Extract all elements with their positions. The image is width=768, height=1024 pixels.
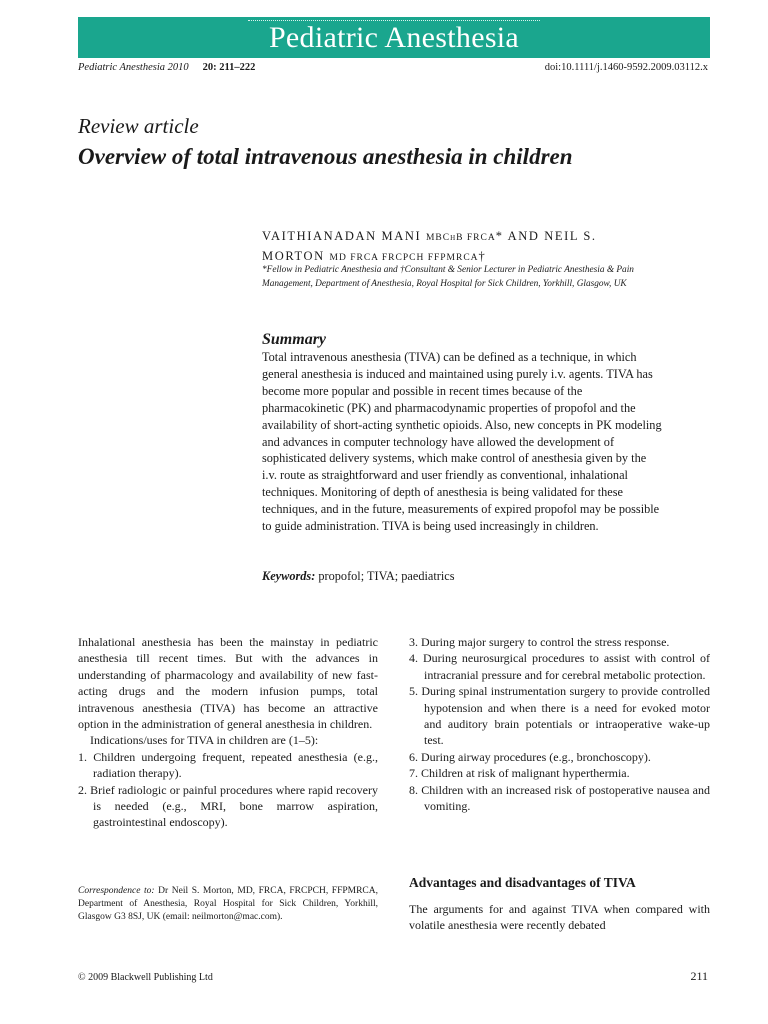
intro-paragraph: Inhalational anesthesia has been the mainstay in pediatric anesthesia till recent times. But with the advances in understanding of pharmacology and availability of new fast-acting drugs and the modern infusion pumps, total intravenous anesthesia (TIVA) has become an attractive option in the administration of general anesthesia in children. (78, 635, 378, 732)
article-title: Overview of total intravenous anesthesia in children (78, 144, 573, 169)
page-number: 211 (690, 969, 708, 983)
keywords-value: propofol; TIVA; paediatrics (318, 569, 455, 583)
list-item: 8. Children with an increased risk of postoperative nausea and vomiting. (409, 782, 710, 814)
list-item: 3. During major surgery to control the stress response. (409, 635, 670, 649)
keywords-label: Keywords: (262, 569, 316, 583)
author-list (262, 227, 662, 267)
correspondence-label: Correspondence to: (78, 886, 155, 896)
correspondence-text: Dr Neil S. Morton, MD, FRCA, FRCPCH, FFPMRCA, Department of Anesthesia, Royal Hospital for Sick Children, Yorkhill, Glasgow G3 8SJ, UK (email: neilmorton@mac.com). (78, 886, 378, 922)
body-column-right (409, 634, 710, 814)
author-degrees: MBChB FRCA (425, 233, 496, 243)
author-name: VAITHIANADAN MANI (262, 229, 422, 243)
summary-heading: Summary (262, 331, 327, 348)
correspondence-note (78, 885, 378, 924)
indications-list-left (78, 749, 378, 831)
author-conjunction: AND (507, 229, 540, 243)
body-column-left (78, 634, 378, 831)
summary-text: Total intravenous anesthesia (TIVA) can be defined as a technique, in which general anesthesia is induced and maintained using purely i.v. agents. TIVA has become more popular and possible in recent times because of the pharmacokinetic (PK) and pharmacodynamic properties of propofol and the availability of short-acting synthetic opioids. Also, new concepts in PK modeling and advances in computer technology have allowed the development of sophisticated delivery systems, which make control of anesthesia given by the i.v. route as straightforward and user friendly as conventional, inhalational techniques. Monitoring of depth of anesthesia is being validated for these techniques, and in the future, measurements of expired propofol may be possible to guide administration. TIVA is being used increasingly in children. (262, 350, 662, 534)
section-paragraph: The arguments for and against TIVA when compared with volatile anesthesia were recently debated (409, 902, 710, 933)
article-type: Review article (78, 114, 199, 138)
list-item: 1. Children undergoing frequent, repeated anesthesia (e.g., radiation therapy). (78, 749, 378, 781)
journal-volume-pages: 20: 211–222 (202, 62, 256, 73)
list-item: 4. During neurosurgical procedures to assist with control of intracranial pressure and for cerebral metabolic protection. (409, 651, 710, 682)
author-name: NEIL S. MORTON (262, 229, 597, 263)
indications-lead: Indications/uses for TIVA in children are (1–5): (90, 733, 319, 748)
list-item: 7. Children at risk of malignant hyperthermia. (409, 766, 630, 781)
list-item: 6. During airway procedures (e.g., bronchoscopy). (409, 749, 651, 764)
section-heading: Advantages and disadvantages of TIVA (409, 875, 636, 890)
author-affiliation: *Fellow in Pediatric Anesthesia and †Consultant & Senior Lecturer in Pediatric Anesthesia & Pain Management, Department of Anesthesia, Royal Hospital for Sick Children, Yorkhill, Glasgow, UK (262, 265, 634, 289)
doi-link[interactable]: doi:10.1111/j.1460-9592.2009.03112.x (544, 62, 708, 73)
author-footnote-mark: † (478, 249, 487, 263)
journal-banner-title: Pediatric Anesthesia (268, 21, 520, 54)
journal-banner (78, 17, 710, 58)
journal-citation-name: Pediatric Anesthesia 2010 (78, 62, 189, 73)
list-item: 2. Brief radiologic or painful procedures where rapid recovery is needed (e.g., MRI, bone marrow aspiration, gastrointestinal endoscopy). (78, 782, 378, 830)
copyright-notice: © 2009 Blackwell Publishing Ltd (78, 972, 213, 983)
journal-citation-line (78, 61, 708, 75)
author-footnote-mark: * (495, 229, 504, 243)
list-item: 5. During spinal instrumentation surgery to provide controlled hypotension and when there is a need for evoked motor and auditory brain potentials or intraoperative wake-up test. (409, 684, 710, 748)
author-degrees: MD FRCA FRCPCH FFPMRCA (329, 253, 479, 263)
indications-list-right (409, 634, 710, 814)
keywords-line (262, 568, 662, 584)
